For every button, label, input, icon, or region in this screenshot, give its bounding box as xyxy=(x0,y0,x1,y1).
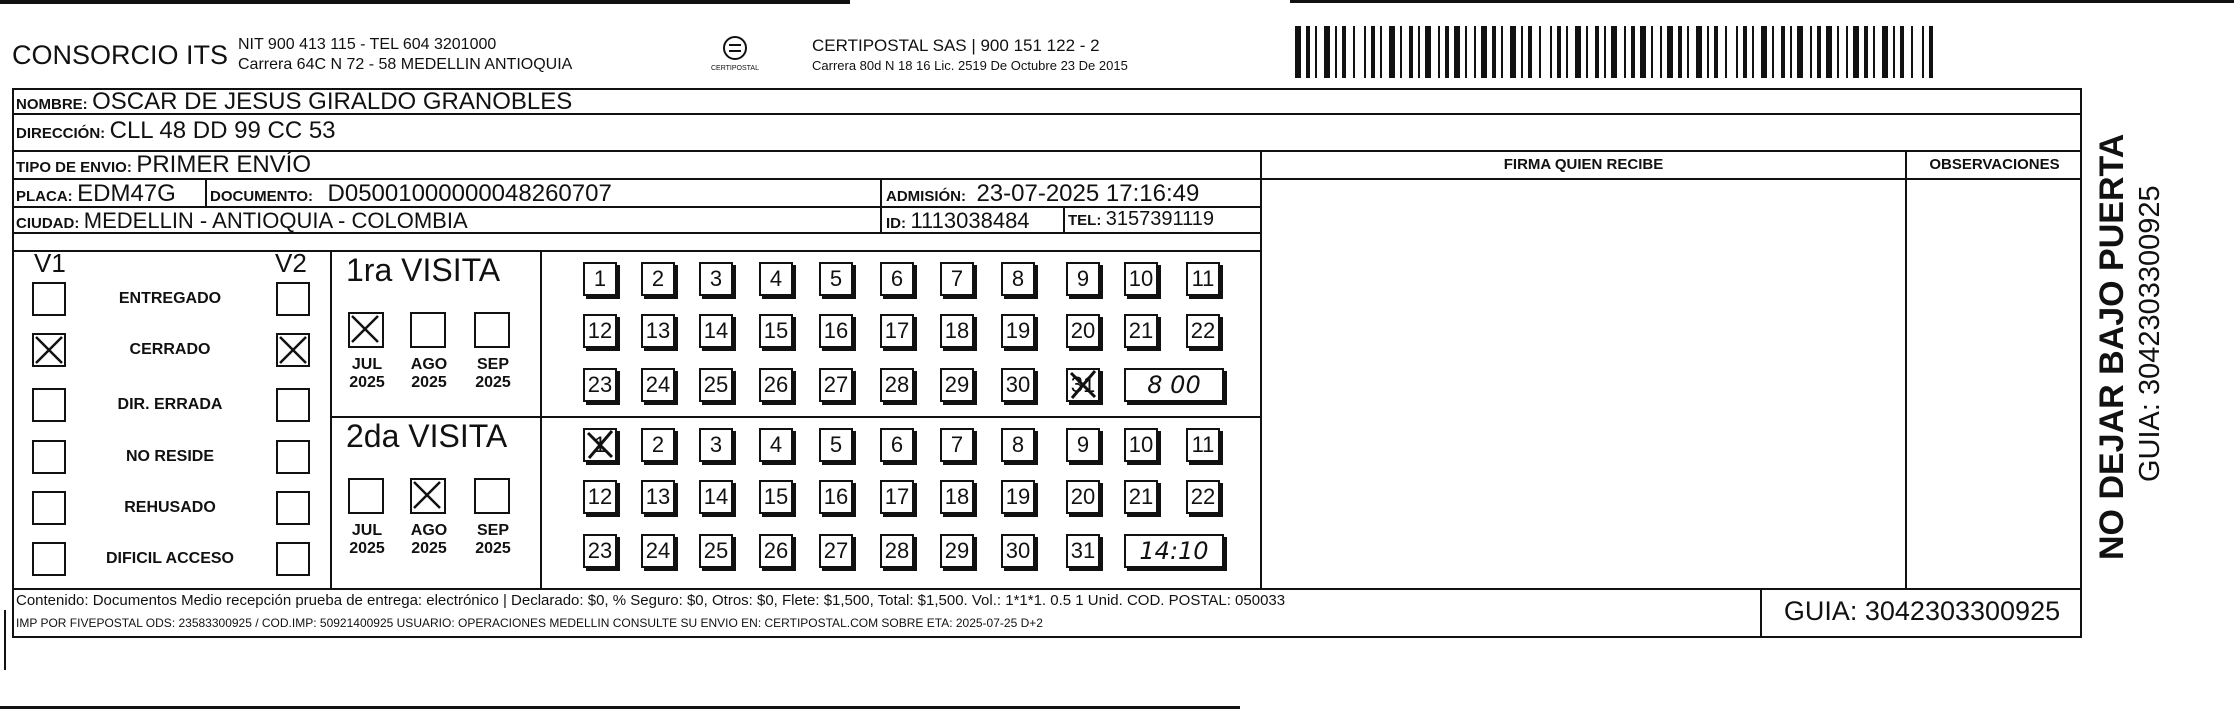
day-number: 31 xyxy=(1070,538,1096,563)
barcode xyxy=(1295,26,1930,78)
day-number: 24 xyxy=(645,372,671,397)
day-box[interactable] xyxy=(759,314,793,348)
barcode-bar xyxy=(1873,26,1875,78)
barcode-bar xyxy=(1604,26,1606,78)
barcode-bar xyxy=(1696,26,1702,78)
day-box[interactable] xyxy=(1186,262,1220,296)
day-box[interactable] xyxy=(699,262,733,296)
day-box[interactable] xyxy=(1186,428,1220,462)
barcode-bar xyxy=(1743,26,1747,78)
day-box[interactable] xyxy=(699,314,733,348)
day-number: 6 xyxy=(890,266,904,291)
day-number: 5 xyxy=(829,432,843,457)
day-number: 21 xyxy=(1128,318,1154,343)
day-number: 9 xyxy=(1076,266,1090,291)
v1-checkbox[interactable] xyxy=(32,440,66,474)
barcode-bar xyxy=(1335,26,1337,78)
barcode-bar xyxy=(1586,26,1588,78)
status-label: NO RESIDE xyxy=(125,448,214,465)
barcode-bar xyxy=(1624,26,1626,78)
day-box[interactable] xyxy=(1066,480,1100,514)
barcode-bar xyxy=(1409,26,1413,78)
day-number: 2 xyxy=(651,266,665,291)
v2-header: V2 xyxy=(275,248,307,278)
day-number: 6 xyxy=(890,432,904,457)
day-box[interactable] xyxy=(819,534,853,568)
status-label: DIFICIL ACCESO xyxy=(105,550,234,567)
day-box[interactable] xyxy=(819,368,853,402)
day-number: 14 xyxy=(703,484,729,509)
carrier-address: Carrera 80d N 18 16 Lic. 2519 De Octubre 23 De 2015 xyxy=(812,58,1128,73)
status-label: ENTREGADO xyxy=(118,290,222,307)
day-box[interactable] xyxy=(1001,314,1035,348)
col-line xyxy=(1063,206,1065,232)
day-box[interactable] xyxy=(1124,314,1158,348)
barcode-bar xyxy=(1752,26,1754,78)
v1-header: V1 xyxy=(34,248,66,278)
barcode-bar xyxy=(1640,26,1646,78)
col-line xyxy=(540,250,542,588)
day-number: 12 xyxy=(587,318,613,343)
day-number: 28 xyxy=(884,372,910,397)
day-box[interactable] xyxy=(759,480,793,514)
day-box[interactable] xyxy=(1001,534,1035,568)
day-box[interactable] xyxy=(699,428,733,462)
footer-line xyxy=(12,588,2082,590)
day-number: 1 xyxy=(593,266,607,291)
day-number: 4 xyxy=(769,266,783,291)
year-label: 2025 xyxy=(475,540,511,557)
barcode-bar xyxy=(1714,26,1718,78)
day-box[interactable] xyxy=(880,534,914,568)
shipment-type: PRIMER ENVÍO xyxy=(136,151,312,178)
year-label: 2025 xyxy=(411,540,447,557)
day-number: 2 xyxy=(651,432,665,457)
day-number: 25 xyxy=(703,538,729,563)
barcode-bar xyxy=(1342,26,1346,78)
bottom-border xyxy=(0,706,1240,709)
day-box[interactable] xyxy=(759,368,793,402)
day-box[interactable] xyxy=(583,428,617,462)
day-number: 19 xyxy=(1005,318,1031,343)
barcode-bar xyxy=(1557,26,1561,78)
day-number: 10 xyxy=(1128,266,1154,291)
barcode-bar xyxy=(1324,26,1330,78)
barcode-bar xyxy=(1631,26,1635,78)
barcode-bar xyxy=(1575,26,1581,78)
barcode-bar xyxy=(1817,26,1821,78)
day-number: 3 xyxy=(709,432,723,457)
name-label: NOMBRE: xyxy=(16,96,88,113)
address-row xyxy=(16,117,336,145)
barcode-bar xyxy=(1736,26,1738,78)
day-number: 27 xyxy=(823,372,849,397)
day-box[interactable] xyxy=(1001,368,1035,402)
barcode-bar xyxy=(1846,26,1848,78)
day-box[interactable] xyxy=(940,314,974,348)
day-number: 7 xyxy=(950,266,964,291)
v2-checkbox[interactable] xyxy=(276,491,310,525)
carrier-name: CERTIPOSTAL SAS | 900 151 122 - 2 xyxy=(812,36,1100,55)
day-number: 5 xyxy=(829,266,843,291)
day-box[interactable] xyxy=(759,428,793,462)
day-box[interactable] xyxy=(759,534,793,568)
month-label: SEP xyxy=(476,522,509,539)
day-box[interactable] xyxy=(1066,428,1100,462)
day-number: 8 xyxy=(1011,432,1025,457)
barcode-bar xyxy=(1371,26,1375,78)
signature-header: FIRMA QUIEN RECIBE xyxy=(1503,156,1664,173)
day-number: 13 xyxy=(645,484,671,509)
barcode-bar xyxy=(1380,26,1382,78)
tel-cell xyxy=(1068,208,1214,231)
day-box[interactable] xyxy=(940,428,974,462)
status-label: DIR. ERRADA xyxy=(117,396,223,413)
document-label: DOCUMENTO: xyxy=(210,188,314,205)
day-box[interactable] xyxy=(641,534,675,568)
shipment-row xyxy=(16,151,311,179)
barcode-bar xyxy=(1810,26,1812,78)
address-label: DIRECCIÓN: xyxy=(16,125,106,142)
barcode-bar xyxy=(1306,26,1310,78)
day-number: 3 xyxy=(709,266,723,291)
barcode-bar xyxy=(1474,26,1476,78)
day-number: 20 xyxy=(1070,318,1096,343)
top-border xyxy=(0,0,850,4)
v2-checkbox[interactable] xyxy=(276,282,310,316)
day-number: 21 xyxy=(1128,484,1154,509)
footer-guia: GUIA: 3042303300925 xyxy=(1783,596,2061,626)
day-number: 27 xyxy=(823,538,849,563)
v1-checkbox[interactable] xyxy=(32,333,66,367)
company-name: CONSORCIO ITS xyxy=(12,40,229,70)
year-label: 2025 xyxy=(349,540,385,557)
barcode-bar xyxy=(1853,26,1859,78)
admission-cell xyxy=(886,180,1199,208)
barcode-bar xyxy=(1539,26,1541,78)
day-box[interactable] xyxy=(759,262,793,296)
barcode-bar xyxy=(1660,26,1662,78)
col-line xyxy=(880,178,882,232)
barcode-bar xyxy=(1797,26,1803,78)
tel-label: TEL: xyxy=(1068,212,1102,229)
barcode-bar xyxy=(1550,26,1552,78)
day-number: 30 xyxy=(1005,372,1031,397)
day-box[interactable] xyxy=(641,428,675,462)
admission-label: ADMISIÓN: xyxy=(886,188,966,205)
document-value: D05001000000048260707 xyxy=(327,180,612,207)
month-checkbox[interactable] xyxy=(474,312,510,348)
day-box[interactable] xyxy=(699,368,733,402)
year-label: 2025 xyxy=(475,374,511,391)
month-label: SEP xyxy=(476,356,509,373)
day-box[interactable] xyxy=(880,480,914,514)
barcode-bar xyxy=(1465,26,1467,78)
day-number: 24 xyxy=(645,538,671,563)
month-label: AGO xyxy=(410,522,448,539)
barcode-bar xyxy=(1826,26,1832,78)
day-number: 1 xyxy=(593,432,607,457)
day-number: 9 xyxy=(1076,432,1090,457)
city-value: MEDELLIN - ANTIOQUIA - COLOMBIA xyxy=(83,208,468,233)
name-row xyxy=(16,88,572,116)
day-number: 29 xyxy=(944,372,970,397)
month-checkbox[interactable] xyxy=(410,312,446,348)
footer-content: Contenido: Documentos Medio recepción prueba de entrega: electrónico | Declarado: $0, % Seguro: $0, Otros: $0, Flete: $1,500, Total: $1,500. Vol.: 1*1*1. 0.5 1 Unid. COD. POSTAL: 050033 xyxy=(16,592,1286,609)
city-cell xyxy=(16,208,468,234)
barcode-bar xyxy=(1492,26,1496,78)
day-box[interactable] xyxy=(819,262,853,296)
day-box[interactable] xyxy=(1124,262,1158,296)
day-box[interactable] xyxy=(819,480,853,514)
shipment-label: TIPO DE ENVIO: xyxy=(16,159,132,176)
barcode-bar xyxy=(1481,26,1487,78)
day-box[interactable] xyxy=(583,262,617,296)
day-box[interactable] xyxy=(880,262,914,296)
observations-header: OBSERVACIONES xyxy=(1929,156,2060,173)
plate-value: EDM47G xyxy=(77,180,176,207)
visit-title: 1ra VISITA xyxy=(346,252,501,288)
col-line xyxy=(1260,150,1262,588)
day-box[interactable] xyxy=(641,262,675,296)
month-checkbox[interactable] xyxy=(410,478,446,514)
barcode-bar xyxy=(1295,26,1301,78)
day-box[interactable] xyxy=(641,314,675,348)
v2-checkbox[interactable] xyxy=(276,333,310,367)
barcode-bar xyxy=(1929,26,1933,78)
day-box[interactable] xyxy=(641,368,675,402)
day-box[interactable] xyxy=(819,314,853,348)
day-box[interactable] xyxy=(1066,262,1100,296)
day-number: 14 xyxy=(703,318,729,343)
month-label: JUL xyxy=(351,522,383,539)
day-number: 18 xyxy=(944,318,970,343)
certipostal-logo xyxy=(700,34,770,74)
id-cell xyxy=(886,208,1030,234)
barcode-bar xyxy=(1438,26,1440,78)
month-checkbox[interactable] xyxy=(348,478,384,514)
row-line xyxy=(12,250,1260,252)
day-number: 12 xyxy=(587,484,613,509)
id-value: 1113038484 xyxy=(910,208,1030,233)
day-box[interactable] xyxy=(1124,480,1158,514)
barcode-bar xyxy=(1922,26,1924,78)
company-nit: NIT 900 413 115 - TEL 604 3201000 xyxy=(238,36,497,53)
day-number: 11 xyxy=(1191,432,1215,457)
year-label: 2025 xyxy=(411,374,447,391)
barcode-bar xyxy=(1510,26,1516,78)
day-number: 30 xyxy=(1005,538,1031,563)
day-number: 23 xyxy=(587,538,613,563)
day-number: 29 xyxy=(944,538,970,563)
day-number: 17 xyxy=(884,318,910,343)
barcode-bar xyxy=(1400,26,1402,78)
barcode-bar xyxy=(1521,26,1523,78)
day-number: 15 xyxy=(763,484,789,509)
day-box[interactable] xyxy=(1066,314,1100,348)
day-box[interactable] xyxy=(583,534,617,568)
day-number: 28 xyxy=(884,538,910,563)
day-number: 7 xyxy=(950,432,964,457)
day-box[interactable] xyxy=(940,480,974,514)
day-number: 13 xyxy=(645,318,671,343)
day-box[interactable] xyxy=(641,480,675,514)
plate-cell xyxy=(16,180,176,208)
visit-time[interactable]: 8 00 xyxy=(1124,368,1224,402)
barcode-bar xyxy=(1678,26,1682,78)
day-box[interactable] xyxy=(819,428,853,462)
left-scan-edge xyxy=(4,610,6,670)
row-line xyxy=(12,150,2082,152)
day-box[interactable] xyxy=(1001,262,1035,296)
barcode-bar xyxy=(1389,26,1395,78)
recipient-address: CLL 48 DD 99 CC 53 xyxy=(109,117,336,144)
barcode-bar xyxy=(1882,26,1888,78)
v1-checkbox[interactable] xyxy=(32,542,66,576)
side-warning-text: NO DEJAR BAJO PUERTA xyxy=(2093,133,2131,560)
barcode-bar xyxy=(1566,26,1568,78)
day-number: 16 xyxy=(823,318,849,343)
barcode-bar xyxy=(1651,26,1653,78)
col-line xyxy=(330,250,332,588)
month-label: AGO xyxy=(410,356,448,373)
day-number: 16 xyxy=(823,484,849,509)
month-checkbox[interactable] xyxy=(348,312,384,348)
barcode-bar xyxy=(1761,26,1767,78)
day-number: 25 xyxy=(703,372,729,397)
day-box[interactable] xyxy=(880,368,914,402)
day-box[interactable] xyxy=(583,480,617,514)
day-number: 26 xyxy=(763,538,789,563)
v2-checkbox[interactable] xyxy=(276,388,310,422)
visit-title: 2da VISITA xyxy=(346,418,508,454)
v1-checkbox[interactable] xyxy=(32,282,66,316)
side-guia-text: GUIA: 3042303300925 xyxy=(2134,185,2166,482)
barcode-bar xyxy=(1911,26,1913,78)
day-box[interactable] xyxy=(1186,314,1220,348)
footer-imp: IMP POR FIVEPOSTAL ODS: 23583300925 / COD.IMP: 50921400925 USUARIO: OPERACIONES MEDELLIN CONSULTE SU ENVIO EN: CERTIPOSTAL.COM SOBRE ETA: 2025-07-25 D+2 xyxy=(16,616,1043,630)
col-line xyxy=(205,178,207,206)
day-box[interactable] xyxy=(699,480,733,514)
plate-label: PLACA: xyxy=(16,188,73,205)
day-number: 22 xyxy=(1190,484,1216,509)
day-number: 10 xyxy=(1128,432,1154,457)
id-label: ID: xyxy=(886,215,906,232)
barcode-bar xyxy=(1864,26,1868,78)
tel-value: 3157391119 xyxy=(1105,208,1215,230)
side-guia xyxy=(2134,142,2168,482)
month-label: JUL xyxy=(351,356,383,373)
barcode-bar xyxy=(1772,26,1774,78)
document-cell xyxy=(210,180,612,208)
barcode-bar xyxy=(1781,26,1785,78)
month-checkbox[interactable] xyxy=(474,478,510,514)
barcode-bar xyxy=(1707,26,1709,78)
day-box[interactable] xyxy=(1124,428,1158,462)
col-line xyxy=(1905,150,1907,588)
visit-time[interactable]: 14:10 xyxy=(1124,534,1224,568)
day-box[interactable] xyxy=(880,314,914,348)
barcode-bar xyxy=(1790,26,1792,78)
day-box[interactable] xyxy=(1186,480,1220,514)
recipient-name: OSCAR DE JESUS GIRALDO GRANOBLES xyxy=(92,88,573,115)
day-number: 17 xyxy=(884,484,910,509)
v2-checkbox[interactable] xyxy=(276,542,310,576)
barcode-bar xyxy=(1667,26,1673,78)
top-border-right xyxy=(1290,0,2234,3)
barcode-bar xyxy=(1725,26,1727,78)
barcode-bar xyxy=(1315,26,1317,78)
day-number: 18 xyxy=(944,484,970,509)
barcode-bar xyxy=(1501,26,1503,78)
day-number: 8 xyxy=(1011,266,1025,291)
barcode-bar xyxy=(1687,26,1689,78)
v2-checkbox[interactable] xyxy=(276,440,310,474)
company-address: Carrera 64C N 72 - 58 MEDELLIN ANTIOQUIA xyxy=(238,56,573,73)
day-number: 22 xyxy=(1190,318,1216,343)
admission-value: 23-07-2025 17:16:49 xyxy=(976,180,1200,207)
day-box[interactable] xyxy=(583,368,617,402)
v1-checkbox[interactable] xyxy=(32,491,66,525)
v1-checkbox[interactable] xyxy=(32,388,66,422)
barcode-bar xyxy=(1611,26,1617,78)
barcode-bar xyxy=(1454,26,1460,78)
day-number: 19 xyxy=(1005,484,1031,509)
barcode-bar xyxy=(1900,26,1904,78)
day-box[interactable] xyxy=(940,262,974,296)
city-label: CIUDAD: xyxy=(16,215,80,232)
day-number: 4 xyxy=(769,432,783,457)
barcode-bar xyxy=(1837,26,1839,78)
day-box[interactable] xyxy=(1066,534,1100,568)
day-number: 26 xyxy=(763,372,789,397)
status-label: REHUSADO xyxy=(124,499,216,516)
day-box[interactable] xyxy=(880,428,914,462)
barcode-bar xyxy=(1418,26,1420,78)
day-number: 23 xyxy=(587,372,613,397)
day-number: 15 xyxy=(763,318,789,343)
barcode-bar xyxy=(1595,26,1599,78)
year-label: 2025 xyxy=(349,374,385,391)
barcode-bar xyxy=(1893,26,1895,78)
day-box[interactable] xyxy=(699,534,733,568)
barcode-bar xyxy=(1364,26,1366,78)
side-warning xyxy=(2093,80,2133,560)
day-box[interactable] xyxy=(1001,428,1035,462)
day-box[interactable] xyxy=(1066,368,1100,402)
day-box[interactable] xyxy=(940,368,974,402)
status-label: CERRADO xyxy=(129,341,211,358)
day-box[interactable] xyxy=(940,534,974,568)
barcode-bar xyxy=(1425,26,1431,78)
svg-text:CERTIPOSTAL: CERTIPOSTAL xyxy=(711,65,759,72)
barcode-bar xyxy=(1445,26,1449,78)
day-number: 20 xyxy=(1070,484,1096,509)
barcode-bar xyxy=(1528,26,1532,78)
day-box[interactable] xyxy=(583,314,617,348)
day-number: 11 xyxy=(1191,266,1215,291)
barcode-bar xyxy=(1353,26,1355,78)
day-number: 31 xyxy=(1070,372,1096,397)
day-box[interactable] xyxy=(1001,480,1035,514)
